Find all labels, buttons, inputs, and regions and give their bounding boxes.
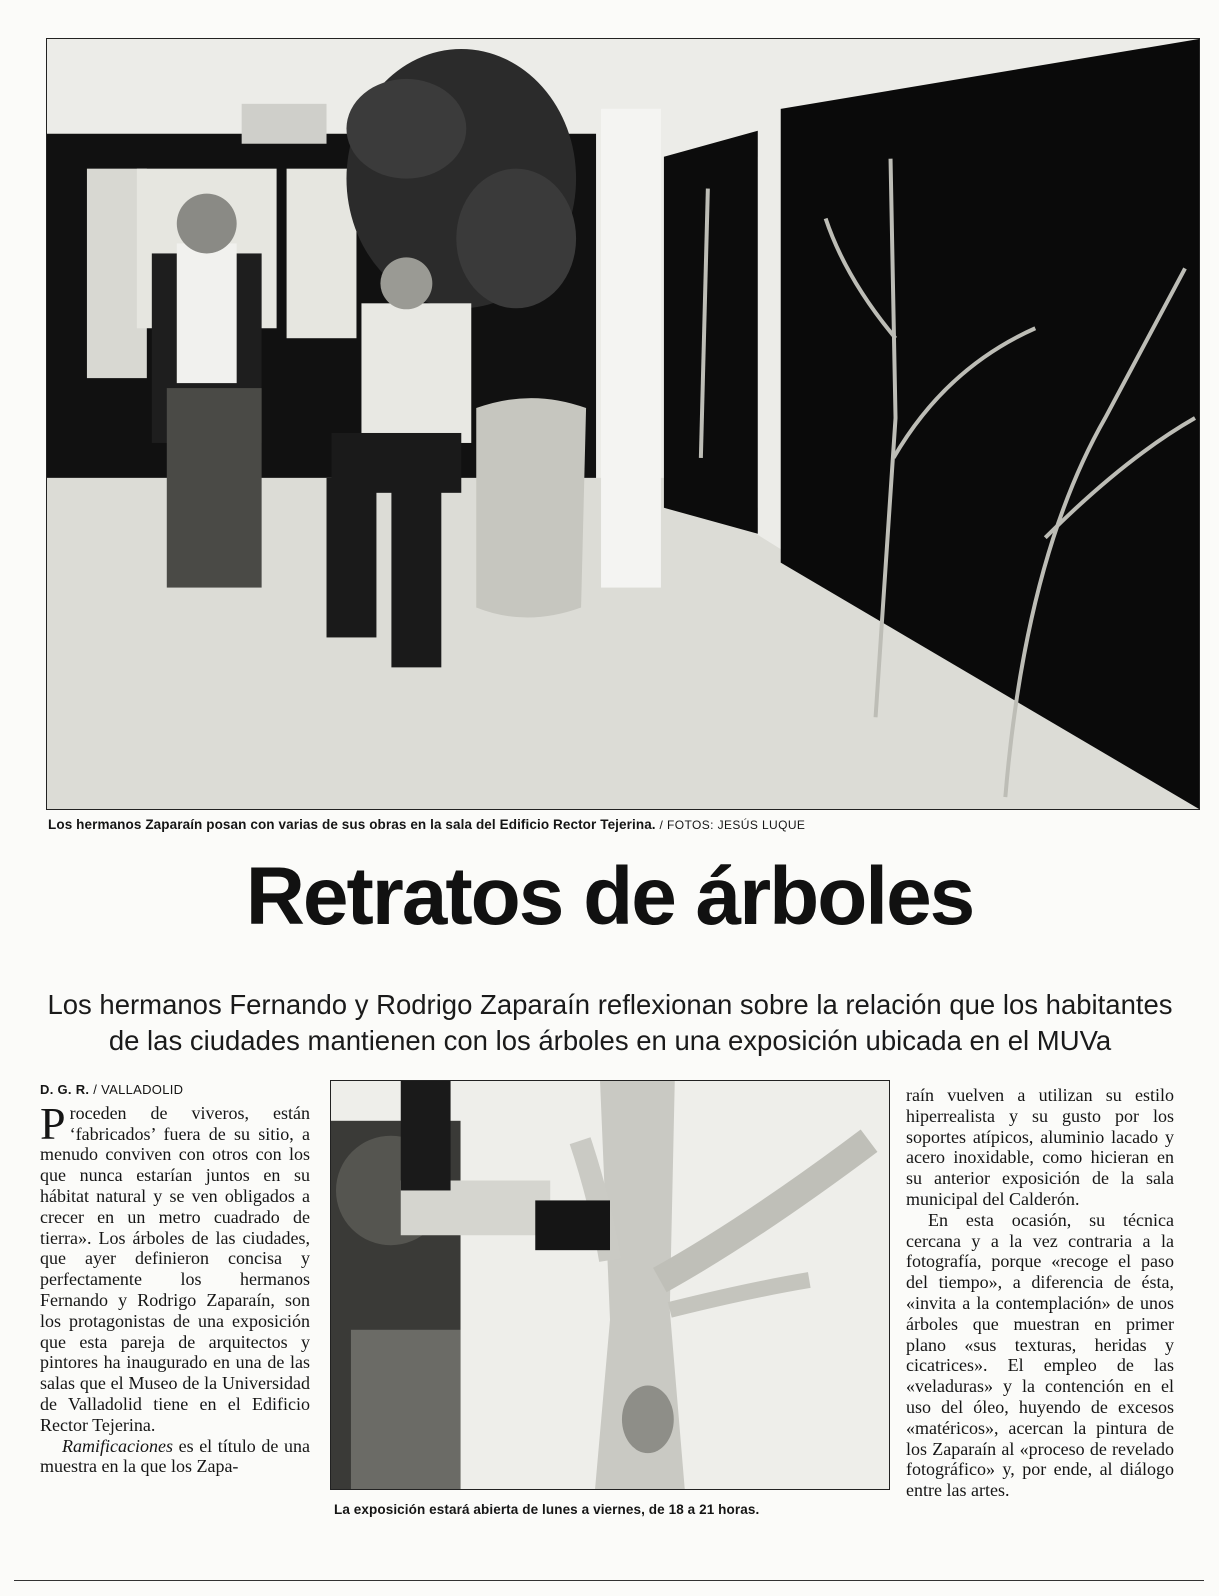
photographer-image xyxy=(331,1081,889,1489)
byline-author: D. G. R. xyxy=(40,1082,90,1097)
paragraph-text: es el título de una muestra en la que los Zapa- xyxy=(40,1435,310,1477)
body-paragraph: raín vuelven a utilizan su estilo hiperrealista y su gusto por los soportes atípicos, aluminio lacado y acero inoxidable, como hicieran en su anterior exposición de la sala municipal del Calderón. xyxy=(906,1085,1174,1209)
middle-photo xyxy=(330,1080,890,1490)
body-paragraph xyxy=(40,1436,310,1478)
byline xyxy=(40,1080,310,1101)
headline: Retratos de árboles xyxy=(245,851,974,942)
top-photo-caption xyxy=(48,817,805,832)
gallery-scene-image xyxy=(47,39,1199,809)
subheadline xyxy=(10,987,1210,1059)
work-title: Ramificaciones xyxy=(62,1435,173,1456)
caption-text: Los hermanos Zaparaín posan con varias de sus obras en la sala del Edificio Rector Tejerina. xyxy=(48,817,656,832)
body-column-left xyxy=(40,1080,310,1477)
bottom-divider xyxy=(14,1580,1204,1581)
body-column-right xyxy=(906,1085,1174,1501)
body-paragraph: En esta ocasión, su técnica cercana y a la vez contraria a la fotografía, porque «recoge el paso del tiempo», a diferencia de ésta, «invita a la contemplación» de unos árboles que muestran en primer plano «sus texturas, heridas y cicatrices». El empleo de las «veladuras» y la contención en el uso del óleo, huyendo de excesos «matéricos», acercan la pintura de los Zaparaín al «proceso de revelado fotográfico» y, por ende, al diálogo entre las artes. xyxy=(906,1209,1174,1501)
subhead-line-1: Los hermanos Fernando y Rodrigo Zaparaín reflexionan sobre la relación que los habitantes xyxy=(47,989,1173,1020)
photo-credit: / FOTOS: JESÚS LUQUE xyxy=(659,818,806,832)
subhead-line-2: de las ciudades mantienen con los árboles en una exposición ubicada en el MUVa xyxy=(108,1025,1112,1056)
drop-cap: P xyxy=(40,1097,66,1149)
byline-place: / VALLADOLID xyxy=(93,1082,184,1097)
body-paragraph xyxy=(40,1097,310,1436)
paragraph-text: roceden de viveros, están ‘fabricados’ fuera de su sitio, a menudo conviven con otros con los que nunca estarían juntos en su hábitat natural y se ven obligados a crecer en un metro cuadrado de tierra». Los árboles de las ciudades, que ayer definieron concisa y perfectamente los hermanos Fernando y Rodrigo Zaparaín, son los protagonistas de una exposición que esta pareja de arquitectos y pintores ha inaugurado en una de las salas que el Museo de la Universidad de Valladolid tiene en el Edificio Rector Tejerina. xyxy=(40,1102,310,1435)
middle-photo-caption: La exposición estará abierta de lunes a viernes, de 18 a 21 horas. xyxy=(334,1502,760,1517)
top-photo xyxy=(46,38,1200,810)
